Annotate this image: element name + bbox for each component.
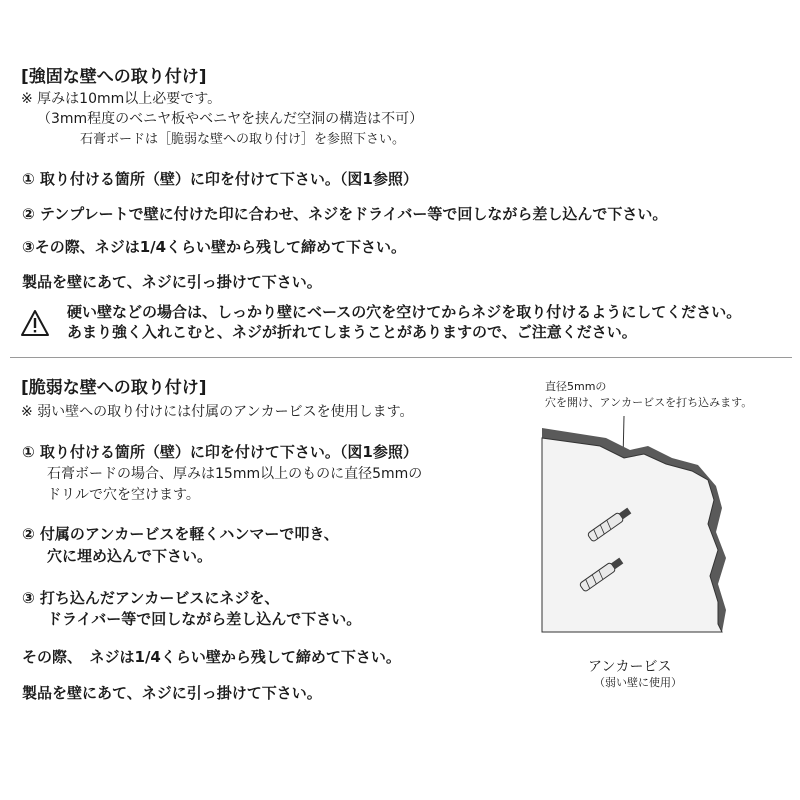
weak-step-3-line-1: ③ 打ち込んだアンカービスにネジを、 <box>22 589 280 607</box>
strong-note-thickness: ※ 厚みは10mm以上必要です。 <box>21 91 222 107</box>
weak-step-1-sub-1: 石膏ボードの場合、厚みは15mm以上のものに直径5mmの <box>47 466 423 482</box>
weak-step-3-line-2: ドライバー等で回しながら差し込んで下さい。 <box>47 610 362 628</box>
illustration-sublabel: （弱い壁に使用） <box>594 676 682 689</box>
illustration-label: アンカービス <box>588 659 672 675</box>
weak-step-5: 製品を壁にあて、ネジに引っ掛けて下さい。 <box>22 684 322 702</box>
weak-step-1: ① 取り付ける箇所（壁）に印を付けて下さい。（図1参照） <box>22 443 418 461</box>
wall-anchor-illustration <box>520 410 750 650</box>
strong-step-2: ② テンプレートで壁に付けた印に合わせ、ネジをドライバー等で回しながら差し込んで下さい。 <box>22 205 668 223</box>
weak-step-4: その際、 ネジは1/4くらい壁から残して締めて下さい。 <box>22 648 401 666</box>
illustration-caption-line-1: 直径5mmの <box>545 380 607 393</box>
warning-triangle-icon <box>20 309 50 337</box>
strong-step-3: ③その際、ネジは1/4くらい壁から残して締めて下さい。 <box>22 238 407 256</box>
weak-section-title: [脆弱な壁への取り付け] <box>21 378 207 398</box>
weak-step-2-line-1: ② 付属のアンカービスを軽くハンマーで叩き、 <box>22 525 339 543</box>
warning-text-line-1: 硬い壁などの場合は、しっかり壁にベースの穴を空けてからネジを取り付けるようにしてください。 <box>67 303 742 321</box>
weak-step-2-line-2: 穴に埋め込んで下さい。 <box>47 547 213 565</box>
weak-note-anchor: ※ 弱い壁への取り付けには付属のアンカービスを使用します。 <box>21 404 414 420</box>
strong-step-1: ① 取り付ける箇所（壁）に印を付けて下さい。（図1参照） <box>22 170 418 188</box>
section-divider <box>10 357 792 358</box>
strong-note-exclusion: （3mm程度のベニヤ板やベニヤを挟んだ空洞の構造は不可） <box>37 111 424 127</box>
strong-section-title: [強固な壁への取り付け] <box>21 67 207 87</box>
strong-step-4: 製品を壁にあて、ネジに引っ掛けて下さい。 <box>22 273 322 291</box>
warning-text-line-2: あまり強く入れこむと、ネジが折れてしまうことがありますので、ご注意ください。 <box>67 323 637 341</box>
illustration-caption-line-2: 穴を開け、アンカービスを打ち込みます。 <box>545 396 753 409</box>
weak-step-1-sub-2: ドリルで穴を空けます。 <box>47 487 200 503</box>
strong-note-gypsum: 石膏ボードは［脆弱な壁への取り付け］を参照下さい。 <box>80 132 406 147</box>
